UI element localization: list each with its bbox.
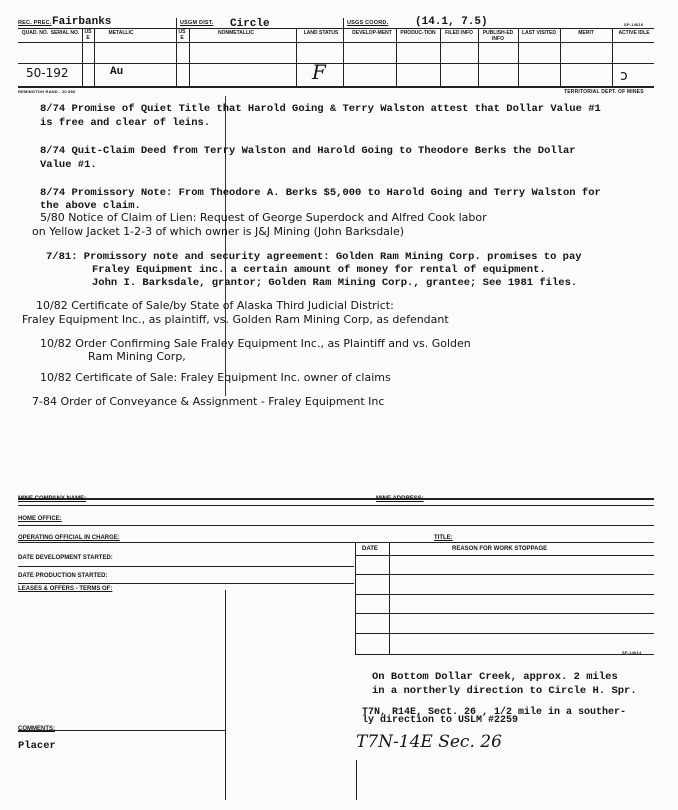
column-metallic: METALLIC (108, 30, 134, 36)
header-divider (343, 18, 344, 88)
field-line (18, 505, 654, 506)
home-office-label: HOME OFFICE: (18, 516, 62, 522)
table-row-line (355, 574, 654, 575)
department-label: TERRITORIAL DEPT. OF MINES (564, 89, 644, 95)
field-line (18, 542, 654, 543)
usgs-coord-label: USGS COORD. (347, 20, 389, 26)
stoppage-date-header: DATE (362, 546, 378, 552)
typing-guide-line (225, 96, 226, 396)
entry-line: 7/81: Promissory note and security agreement: Golden Ram Mining Corp. promises to pay (46, 251, 582, 263)
field-line (18, 525, 654, 526)
entry-line: 7-84 Order of Conveyance & Assignment - Fraley Equipment Inc (32, 395, 385, 408)
column-merit: MERIT (578, 30, 594, 36)
mine-company-name-label: MINE COMPANY NAME: (18, 496, 87, 502)
form-number: SP-14610 (624, 22, 644, 27)
header-divider (176, 18, 177, 88)
header-bottom-line (18, 86, 654, 88)
field-line (18, 583, 354, 584)
usgm-dist-label: USGM DIST. (180, 20, 214, 26)
stoppage-reason-header: REASON FOR WORK STOPPAGE (452, 546, 548, 552)
column-divider (518, 28, 519, 86)
column-filed-info: FILED INFO (445, 30, 473, 36)
column-land-status: LAND STATUS (303, 30, 339, 36)
comments-label: COMMENTS: (18, 726, 55, 732)
table-row-line (355, 633, 654, 634)
title-label: TITLE: (434, 535, 453, 541)
table-row-line (355, 654, 654, 655)
column-guide-line (356, 760, 357, 800)
column-quad-no: QUAD. NO. (21, 30, 49, 36)
metallic-value: Au (110, 66, 124, 78)
entry-line: is free and clear of leins. (40, 117, 211, 129)
active-idle-mark: ↄ (620, 68, 628, 84)
column-divider (478, 28, 479, 86)
column-development: DEVELOP-MENT (352, 30, 392, 36)
column-nonmetallic: NONMETALLIC (217, 30, 254, 36)
table-row-line (355, 594, 654, 595)
rec-prec-label: REC. PREC. (18, 20, 52, 26)
header-top-line (18, 28, 654, 29)
entry-line: Value #1. (40, 159, 97, 171)
usgm-dist-value: Circle (230, 18, 270, 30)
column-divider (189, 28, 190, 86)
entry-line: on Yellow Jacket 1-2-3 of which owner is J&J Mining (John Barksdale) (32, 225, 405, 238)
entry-line: 5/80 Notice of Claim of Lien: Request of George Superdock and Alfred Cook labor (40, 211, 487, 224)
entry-line: John I. Barksdale, grantor; Golden Ram Mining Corp., grantee; See 1981 files. (92, 277, 578, 289)
location-line: ly direction to USLM #2259 (362, 715, 519, 726)
date-production-label: DATE PRODUCTION STARTED: (18, 573, 108, 579)
entry-line: Fraley Equipment Inc., as plaintiff, vs. Golden Ram Mining Corp, as defendant (22, 313, 449, 326)
location-line: in a northerly direction to Circle H. Spr. (372, 685, 637, 697)
usgs-coord-value: (14.1, 7.5) (415, 16, 488, 28)
quad-serial-value: 50-192 (26, 66, 69, 80)
date-development-label: DATE DEVELOPMENT STARTED: (18, 555, 113, 561)
location-line: T7N, R14E, Sect. 26 , 1/2 mile in a souther- (362, 707, 627, 718)
land-status-value: F (312, 60, 326, 84)
column-serial-no: SERIAL NO. (50, 30, 80, 36)
column-use: USE (178, 29, 186, 41)
entry-line: 10/82 Order Confirming Sale Fraley Equipment Inc., as Plaintiff and vs. Golden (40, 337, 471, 350)
column-divider (560, 28, 561, 86)
header-row-line (18, 42, 654, 43)
entry-line: 10/82 Certificate of Sale/by State of Alaska Third Judicial District: (36, 299, 394, 312)
entry-line: 8/74 Promissory Note: From Theodore A. Berks $5,000 to Harold Going and Terry Walston for (40, 187, 601, 199)
entry-line: 8/74 Promise of Quiet Title that Harold Going & Terry Walston attest that Dollar Value #1 (40, 103, 601, 115)
column-divider (396, 28, 397, 86)
operating-official-label: OPERATING OFFICIAL IN CHARGE: (18, 535, 120, 541)
table-row-line (355, 613, 654, 614)
rec-prec-value: Fairbanks (52, 16, 112, 28)
column-divider (296, 28, 297, 86)
table-border (389, 542, 390, 654)
column-divider (440, 28, 441, 86)
column-guide-line (225, 590, 226, 800)
entry-line: 10/82 Certificate of Sale: Fraley Equipment Inc. owner of claims (40, 371, 391, 384)
field-line (18, 566, 354, 567)
header-row-line (18, 63, 654, 64)
entry-line: the above claim. (40, 200, 141, 212)
column-published-info: PUBLISH-ED INFO (482, 30, 514, 42)
form-number-2: SP-14614 (622, 650, 642, 655)
entry-line: Fraley Equipment inc. a certain amount of money for rental of equipment. (92, 264, 546, 276)
handwritten-location: T7N-14E Sec. 26 (356, 732, 502, 752)
column-last-visited: LAST VISITED (522, 30, 556, 36)
column-divider (82, 28, 83, 86)
entry-line: Ram Mining Corp, (88, 350, 186, 363)
column-active-idle: ACTIVE IDLE (618, 30, 650, 36)
column-divider (612, 28, 613, 86)
comments-value: Placer (18, 740, 56, 752)
section-divider (18, 498, 654, 500)
column-use: USE (84, 29, 92, 41)
printer-note: REMINGTON RAND - 20 866 (18, 89, 76, 94)
column-production: PRODUC-TION (400, 30, 436, 36)
leases-label: LEASES & OFFERS - TERMS OF: (18, 586, 113, 592)
location-line: On Bottom Dollar Creek, approx. 2 miles (372, 671, 618, 683)
entry-line: 8/74 Quit-Claim Deed from Terry Walston and Harold Going to Theodore Berks the Dollar (40, 145, 576, 157)
column-divider (94, 28, 95, 86)
table-row-line (355, 555, 654, 556)
mine-address-label: MINE ADDRESS: (376, 496, 424, 502)
table-border (355, 542, 356, 654)
